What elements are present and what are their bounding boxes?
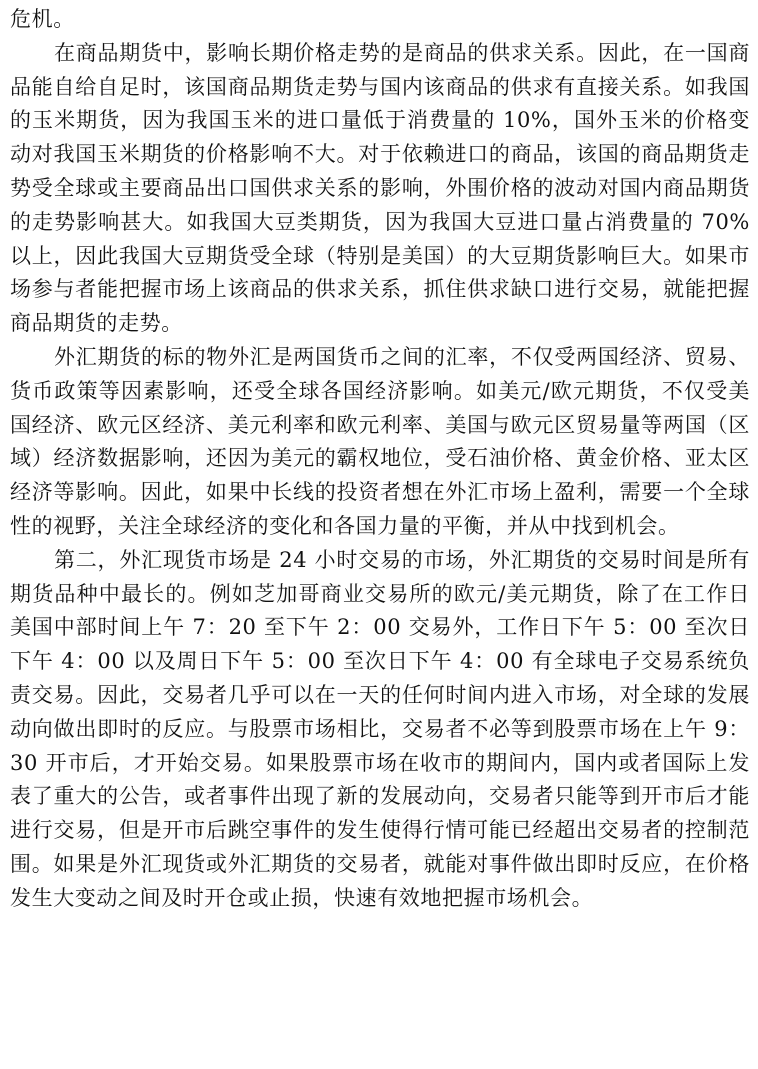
paragraph-commodity-futures: 在商品期货中，影响长期价格走势的是商品的供求关系。因此，在一国商品能自给自足时，该国商品期货走势与国内该商品的供求有直接关系。如我国的玉米期货，因为我国玉米的进口量低于消费量的 10%，国外玉米的价格变动对我国玉米期货的价格影响不大。对于依赖进口的商品，该国的商品期货走势受全球或主要商品出口国供求关系的影响，外围价格的波动对国内商品期货的走势影响甚大。如我国大豆类期货，因为我国大豆进口量占消费量的 70% 以上，因此我国大豆期货受全球（特别是美国）的大豆期货影响巨大。如果市场参与者能把握市场上该商品的供求关系，抓住供求缺口进行交易，就能把握商品期货的走势。 [10, 40, 750, 336]
paragraph-continuation: 危机。 [10, 7, 75, 31]
document-page [10, 3, 750, 916]
paragraph-trading-hours: 第二，外汇现货市场是 24 小时交易的市场，外汇期货的交易时间是所有期货品种中最长的。例如芝加哥商业交易所的欧元/美元期货，除了在工作日美国中部时间上午 7：20 至下午 2：00 交易外，工作日下午 5：00 至次日下午 4：00 以及周日下午 5：00 至次日下午 4：00 有全球电子交易系统负责交易。因此，交易者几乎可以在一天的任何时间内进入市场，对全球的发展动向做出即时的反应。与股票市场相比，交易者不必等到股票市场在上午 9：30 开市后，才开始交易。如果股票市场在收市的期间内，国内或者国际上发表了重大的公告，或者事件出现了新的发展动向，交易者只能等到开市后才能进行交易，但是开市后跳空事件的发生使得行情可能已经超出交易者的控制范围。如果是外汇现货或外汇期货的交易者，就能对事件做出即时反应，在价格发生大变动之间及时开仓或止损，快速有效地把握市场机会。 [10, 547, 750, 910]
paragraph-forex-futures: 外汇期货的标的物外汇是两国货币之间的汇率，不仅受两国经济、贸易、货币政策等因素影响，还受全球各国经济影响。如美元/欧元期货，不仅受美国经济、欧元区经济、美元利率和欧元利率、美国与欧元区贸易量等两国（区域）经济数据影响，还因为美元的霸权地位，受石油价格、黄金价格、亚太区经济等影响。因此，如果中长线的投资者想在外汇市场上盈利，需要一个全球性的视野，关注全球经济的变化和各国力量的平衡，并从中找到机会。 [10, 344, 750, 538]
